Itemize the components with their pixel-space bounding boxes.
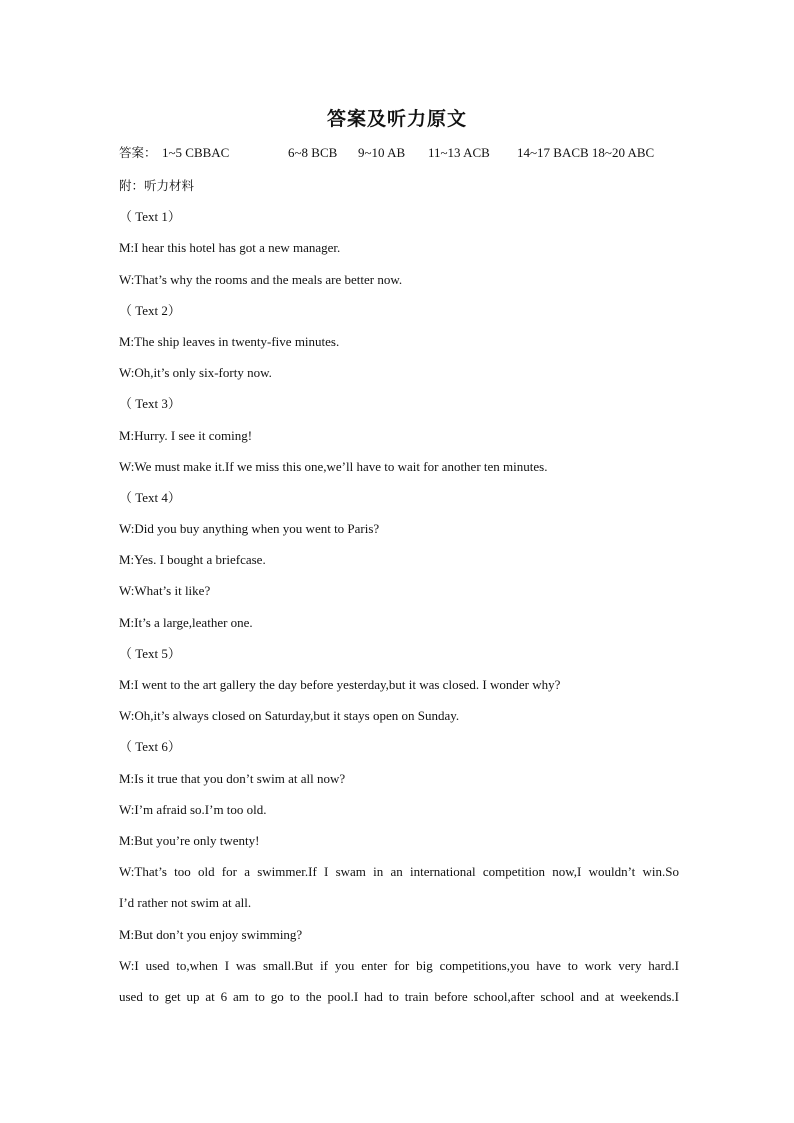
- dialogue-line: M:Is it true that you don’t swim at all now?: [119, 770, 346, 786]
- dialogue-line: W:That’s too old for a swimmer.If I swam in an international competition now,I wouldn’t win.So: [119, 864, 679, 880]
- answer-group-2: 6~8 BCB: [288, 145, 338, 160]
- answer-group-1: 1~5 CBBAC: [162, 145, 230, 160]
- text-label: （ Text 3）: [119, 396, 181, 412]
- answer-group-4: 11~13 ACB: [428, 145, 490, 160]
- answer-group-5: 14~17 BACB 18~20 ABC: [517, 145, 655, 160]
- dialogue-line: M:I went to the art gallery the day before yesterday,but it was closed. I wonder why?: [119, 677, 561, 692]
- listening-transcript: [119, 174, 679, 1016]
- dialogue-line: used to get up at 6 am to go to the pool.I had to train before school,after school and at weekends.I: [119, 988, 679, 1004]
- dialogue-line: M:Yes. I bought a briefcase.: [119, 552, 266, 568]
- text-label: （ Text 4）: [119, 489, 181, 505]
- dialogue-line: W:What’s it like?: [119, 583, 211, 599]
- dialogue-line: W:I’m afraid so.I’m too old.: [119, 801, 267, 817]
- dialogue-line: M:It’s a large,leather one.: [119, 614, 253, 630]
- dialogue-line: M:I hear this hotel has got a new manager.: [119, 240, 341, 256]
- dialogue-line: W:I used to,when I was small.But if you enter for big competitions,you have to work very hard.I: [119, 957, 679, 973]
- dialogue-line: M:The ship leaves in twenty-five minutes.: [119, 333, 340, 349]
- answer-key: [119, 143, 679, 163]
- text-label: （ Text 6）: [119, 739, 181, 755]
- dialogue-line: W:Oh,it’s only six-forty now.: [119, 365, 272, 381]
- text-label: （ Text 5）: [119, 645, 181, 661]
- text-label: （ Text 1）: [119, 209, 181, 225]
- dialogue-line: W:We must make it.If we miss this one,we’ll have to wait for another ten minutes.: [119, 458, 548, 474]
- answer-key-label: 答案：: [119, 145, 157, 160]
- page-title: 答案及听力原文: [326, 108, 467, 130]
- dialogue-line: M:But you’re only twenty!: [119, 832, 260, 848]
- dialogue-line: M:But don’t you enjoy swimming?: [119, 926, 303, 942]
- dialogue-line: W:Oh,it’s always closed on Saturday,but it stays open on Sunday.: [119, 708, 460, 724]
- dialogue-line: I’d rather not swim at all.: [119, 895, 252, 911]
- text-label: （ Text 2）: [119, 302, 181, 318]
- answer-group-3: 9~10 AB: [358, 145, 406, 160]
- dialogue-line: M:Hurry. I see it coming!: [119, 427, 253, 443]
- dialogue-line: W:Did you buy anything when you went to Paris?: [119, 521, 380, 537]
- appendix-label: 附：听力材料: [119, 178, 195, 193]
- dialogue-line: W:That’s why the rooms and the meals are better now.: [119, 271, 403, 287]
